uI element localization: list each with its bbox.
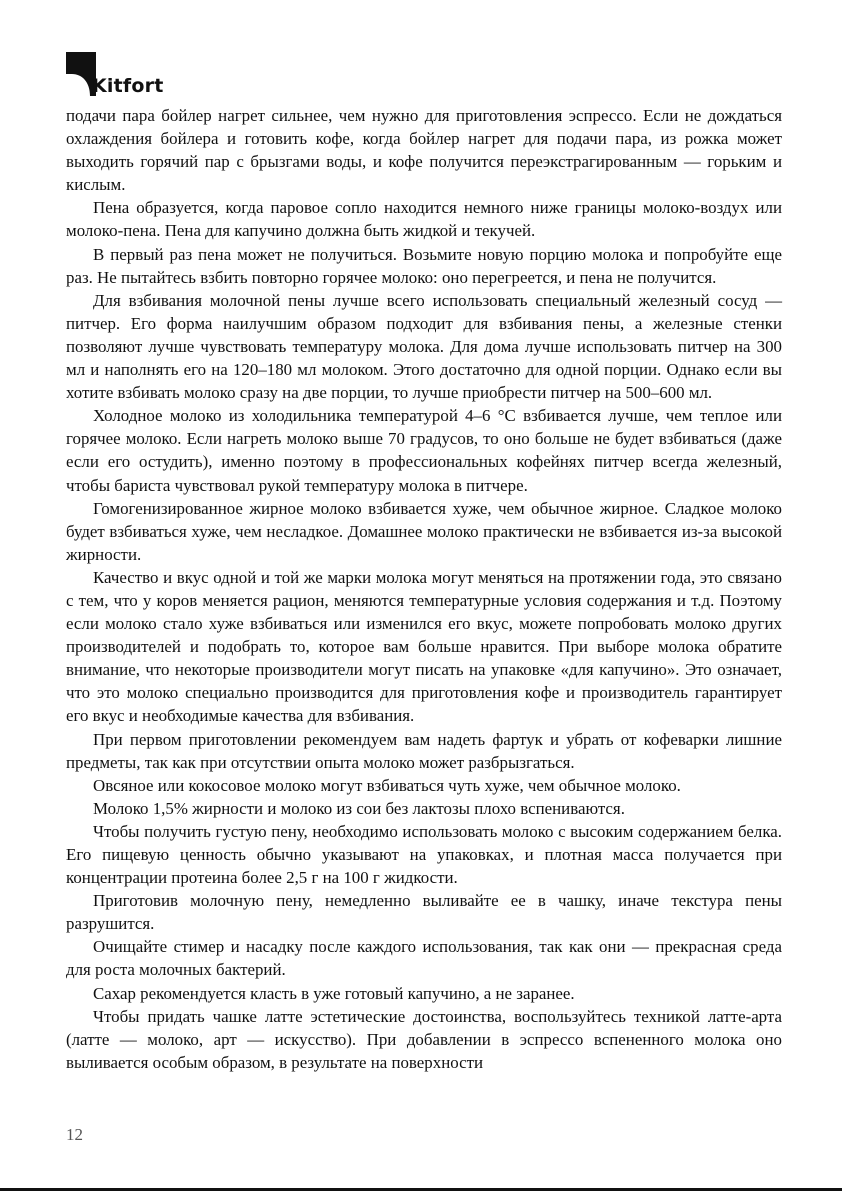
page-number: 12	[66, 1125, 83, 1144]
brand-logo	[66, 50, 164, 96]
paragraph: Холодное молоко из холодильника температурой 4–6 °C взбивается лучше, чем теплое или горячее молоко. Если нагреть молоко выше 70 градусов, то оно больше не будет взбиваться (даже если его остудить), именно поэтому в профессиональных кофейнях питчер всегда железный, чтобы бариста чувствовал рукой температуру молока в питчере.	[66, 406, 782, 495]
paragraph: Чтобы получить густую пену, необходимо использовать молоко с высоким содержанием белка. Его пищевую ценность обычно указывают на упаковках, и плотная масса получается при концентрации протеина более 2,5 г на 100 г жидкости.	[66, 821, 782, 888]
brand-name: Kitfort	[92, 75, 164, 97]
paragraph: В первый раз пена может не получиться. Возьмите новую порцию молока и попробуйте еще раз. Не пытайтесь взбить повторно горячее молоко: оно перегреется, и пена не получится.	[66, 244, 782, 287]
paragraph: Чтобы придать чашке латте эстетические достоинства, воспользуйтесь техникой латте-арта (латте — молоко, арт — искусство). При добавлении в эспрессо вспененного молока оно выливается особым образом, в результате на поверхности	[66, 1006, 782, 1072]
paragraph: Качество и вкус одной и той же марки молока могут меняться на протяжении года, это связано с тем, что у коров меняется рацион, меняются температурные условия содержания и т.д. Поэтому если молоко стало хуже взбиваться или изменился его вкус, можете попробовать молоко других производителей и подобрать то, которое вам больше нравится. При выборе молока обратите внимание, что некоторые производители могут писать на упаковке «для капучино». Это означает, что это молоко специально производится для приготовления кофе и производитель гарантирует его вкус и необходимые качества для взбивания.	[66, 567, 782, 726]
paragraph: подачи пара бойлер нагрет сильнее, чем нужно для приготовления эспрессо. Если не дождаться охлаждения бойлера и готовить кофе, когда бойлер нагрет для подачи пара, из рожка может выходить горячий пар с брызгами воды, и кофе получится переэкстрагированным — горьким и кислым.	[66, 106, 782, 195]
paragraph: Для взбивания молочной пены лучше всего использовать специальный железный сосуд — питчер. Его форма наилучшим образом подходит для взбивания пены, а железные стенки позволяют лучше чувствовать температуру молока. Для дома лучше использовать питчер на 300 мл и наполнять его на 120–180 мл молоком. Этого достаточно для одной порции. Однако если вы хотите взбивать молоко сразу на две порции, то лучше приобрести питчер на 500–600 мл.	[66, 290, 782, 403]
paragraph: Пена образуется, когда паровое сопло находится немного ниже границы молоко-воздух или молоко-пена. Пена для капучино должна быть жидкой и текучей.	[66, 198, 782, 241]
paragraph: Приготовив молочную пену, немедленно выливайте ее в чашку, иначе текстура пены разрушится.	[66, 891, 782, 934]
body-text	[66, 104, 782, 1074]
paragraph: Молоко 1,5% жирности и молоко из сои без лактозы плохо вспениваются.	[93, 798, 625, 818]
paragraph: При первом приготовлении рекомендуем вам надеть фартук и убрать от кофеварки лишние предметы, так как при отсутствии опыта молоко может разбрызгаться.	[66, 729, 782, 772]
paragraph: Сахар рекомендуется класть в уже готовый капучино, а не заранее.	[93, 983, 575, 1003]
paragraph: Гомогенизированное жирное молоко взбивается хуже, чем обычное жирное. Сладкое молоко будет взбиваться хуже, чем несладкое. Домашнее молоко практически не взбивается из-за высокой жирности.	[66, 498, 782, 564]
paragraph: Очищайте стимер и насадку после каждого использования, так как они — прекрасная среда для роста молочных бактерий.	[66, 937, 782, 980]
paragraph: Овсяное или кокосовое молоко могут взбиваться чуть хуже, чем обычное молоко.	[93, 775, 681, 795]
